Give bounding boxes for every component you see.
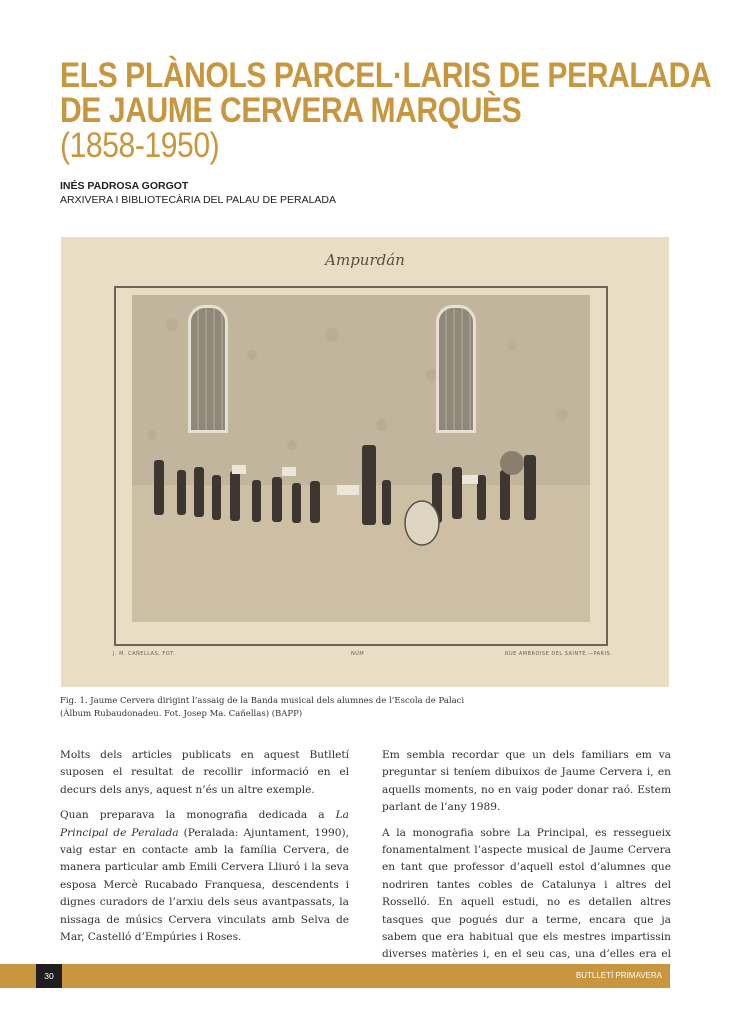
photo-mat [114,286,608,646]
paragraph-text: (Peralada: Ajuntament, 1990), vaig estar en contacte amb la família Cervera, de manera particular amb Emili Cervera Lliuró i la seva esposa Mercè Rucabado Franquesa, descendents i dignes curadors de l’arxiu dels seus avantpassats, la nissaga de músics Cervera vinculats amb Selva de Mar, Castelló d’Empúries i Roses. [60,826,349,944]
paragraph: A la monografia sobre La Principal, es ressegueix fonamentalment l’aspecte musical de Jaume Cervera en tant que professor d’aquell estol d’alumnes que nodriren tantes cobles de Catalunya i altres del Rosselló. En aquell estudi, no es detallen altres tasques que pogués dur a terme, encara que ja sabem que era habitual que els mestres impartissin diverses matèries i, en el seu cas, una d’elles era el [382,826,671,961]
figure-caption-line-2: (Àlbum Rubaudonadeu. Fot. Josep Ma. Cañellas) (BAPP) [60,709,303,719]
paragraph: Molts dels articles publicats en aquest Butlletí suposen el resultat de recollir informació en el decurs dels anys, aquest n’és un altre exemple. [60,749,349,796]
photo-credit-right: RUE AMBROISE DEL SAINTE.—PARIS. [505,651,613,657]
publication-name: BUTLLETÍ PRIMAVERA [575,971,662,980]
author-block [60,179,336,207]
photo-script-label: Ampurdán [325,251,405,269]
figure-caption [60,695,620,721]
photo-credit-left: J. M. CAÑELLAS, FOT. [113,651,176,657]
footer-bar [0,964,670,988]
title-line-2: DE JAUME CERVERA MARQUÈS [60,91,522,130]
article-title [60,56,712,165]
body-column-right [382,747,671,989]
photo-image [132,295,590,622]
paragraph [60,807,349,946]
photo-credit-center: NÚM [351,651,365,657]
author-role: ARXIVERA I BIBLIOTECÀRIA DEL PALAU DE PERALADA [60,194,337,206]
church-window-right [436,305,476,433]
author-name: INÉS PADROSA GORGOT [60,180,189,192]
page-number: 30 [36,964,62,988]
paragraph-text: Quan preparava la monografia dedicada a [60,809,336,822]
paragraph: Em sembla recordar que un dels familiars em va preguntar si teníem dibuixos de Jaume Cervera i, en aquells moments, no en vaig poder donar raó. Estem parlant de l’any 1989. [382,749,671,814]
historic-photograph [61,237,669,687]
church-window-left [188,305,228,433]
title-line-1: ELS PLÀNOLS PARCEL·LARIS DE PERALADA [60,56,712,95]
body-column-left [60,747,349,954]
title-years: (1858-1950) [60,126,220,165]
figure-caption-line-1: Fig. 1. Jaume Cervera dirigint l’assaig de la Banda musical dels alumnes de l’Escola de Palaci [60,696,465,706]
book-title: La Principal de Peralada [60,809,349,839]
